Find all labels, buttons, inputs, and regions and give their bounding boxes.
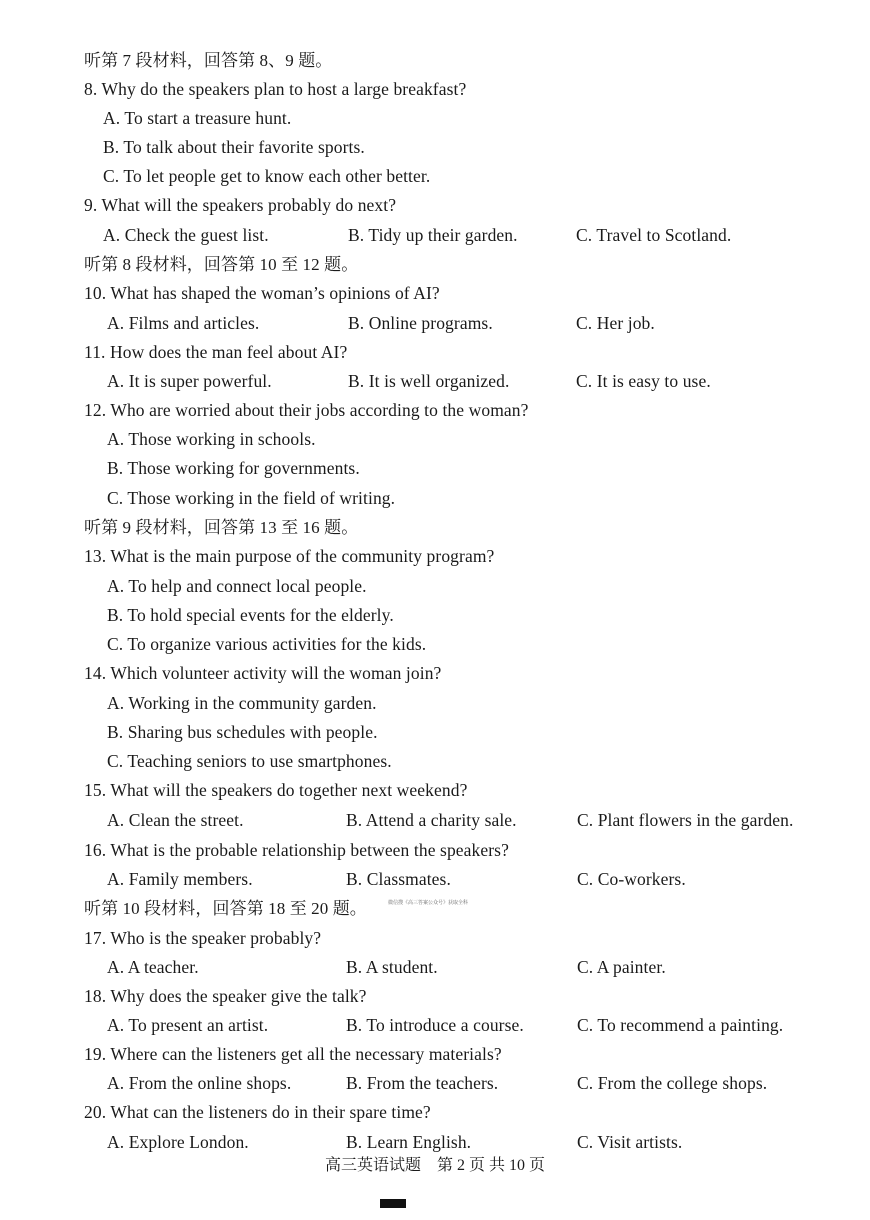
question-11-option-c: C. It is easy to use. — [576, 371, 711, 391]
question-14-stem: 14. Which volunteer activity will the woman join? — [84, 663, 442, 683]
question-18-option-b: B. To introduce a course. — [346, 1015, 524, 1035]
question-13-option-a: A. To help and connect local people. — [107, 576, 367, 596]
question-8-option-a: A. To start a treasure hunt. — [103, 108, 292, 128]
question-13-stem: 13. What is the main purpose of the community program? — [84, 546, 495, 566]
question-20-option-a: A. Explore London. — [107, 1132, 249, 1152]
question-18-option-c: C. To recommend a painting. — [577, 1015, 784, 1035]
question-11-option-a: A. It is super powerful. — [107, 371, 272, 391]
question-15-option-c: C. Plant flowers in the garden. — [577, 810, 794, 830]
question-16-stem: 16. What is the probable relationship between the speakers? — [84, 840, 509, 860]
question-18-option-a: A. To present an artist. — [107, 1015, 269, 1035]
page-marker-bar — [380, 1199, 406, 1208]
question-14-option-c: C. Teaching seniors to use smartphones. — [107, 751, 392, 771]
question-10-option-a: A. Films and articles. — [107, 313, 260, 333]
question-17-option-b: B. A student. — [346, 957, 438, 977]
question-20-option-b: B. Learn English. — [346, 1132, 472, 1152]
question-8-stem: 8. Why do the speakers plan to host a large breakfast? — [84, 79, 467, 99]
question-18-stem: 18. Why does the speaker give the talk? — [84, 986, 367, 1006]
question-10-option-b: B. Online programs. — [348, 313, 493, 333]
page-footer: 高三英语试题 第 2 页 共 10 页 — [324, 1157, 545, 1174]
question-20-stem: 20. What can the listeners do in their spare time? — [84, 1102, 431, 1122]
section-heading-8: 听第 8 段材料，回答第 10 至 12 题。 — [84, 255, 359, 274]
question-15-option-b: B. Attend a charity sale. — [346, 810, 517, 830]
question-9-option-c: C. Travel to Scotland. — [576, 225, 732, 245]
question-12-option-c: C. Those working in the field of writing. — [107, 488, 396, 508]
question-17-stem: 17. Who is the speaker probably? — [84, 928, 322, 948]
watermark-note: 微信搜《高三答案公众号》获取全科 — [388, 901, 469, 906]
question-20-option-c: C. Visit artists. — [577, 1132, 683, 1152]
question-19-stem: 19. Where can the listeners get all the necessary materials? — [84, 1044, 502, 1064]
question-9-stem: 9. What will the speakers probably do next? — [84, 195, 397, 215]
section-heading-10: 听第 10 段材料，回答第 18 至 20 题。 — [84, 899, 367, 918]
question-9-option-a: A. Check the guest list. — [103, 225, 269, 245]
question-13-option-b: B. To hold special events for the elderly. — [107, 605, 394, 625]
question-10-stem: 10. What has shaped the woman’s opinions of AI? — [84, 283, 440, 303]
question-10-option-c: C. Her job. — [576, 313, 655, 333]
section-heading-9: 听第 9 段材料，回答第 13 至 16 题。 — [84, 518, 359, 537]
question-15-stem: 15. What will the speakers do together next weekend? — [84, 780, 468, 800]
question-17-option-a: A. A teacher. — [107, 957, 199, 977]
question-14-option-b: B. Sharing bus schedules with people. — [107, 722, 378, 742]
question-12-option-b: B. Those working for governments. — [107, 458, 360, 478]
question-8-option-b: B. To talk about their favorite sports. — [103, 137, 365, 157]
question-16-option-c: C. Co-workers. — [577, 869, 686, 889]
question-16-option-a: A. Family members. — [107, 869, 253, 889]
question-19-option-b: B. From the teachers. — [346, 1073, 499, 1093]
question-14-option-a: A. Working in the community garden. — [107, 693, 377, 713]
question-11-stem: 11. How does the man feel about AI? — [84, 342, 348, 362]
question-8-option-c: C. To let people get to know each other better. — [103, 166, 431, 186]
question-13-option-c: C. To organize various activities for the kids. — [107, 634, 427, 654]
question-17-option-c: C. A painter. — [577, 957, 666, 977]
question-12-stem: 12. Who are worried about their jobs according to the woman? — [84, 400, 529, 420]
question-15-option-a: A. Clean the street. — [107, 810, 244, 830]
question-19-option-c: C. From the college shops. — [577, 1073, 768, 1093]
question-19-option-a: A. From the online shops. — [107, 1073, 292, 1093]
question-9-option-b: B. Tidy up their garden. — [348, 225, 518, 245]
question-11-option-b: B. It is well organized. — [348, 371, 510, 391]
question-16-option-b: B. Classmates. — [346, 869, 451, 889]
question-12-option-a: A. Those working in schools. — [107, 429, 316, 449]
section-heading-7: 听第 7 段材料，回答第 8、9 题。 — [84, 51, 333, 70]
